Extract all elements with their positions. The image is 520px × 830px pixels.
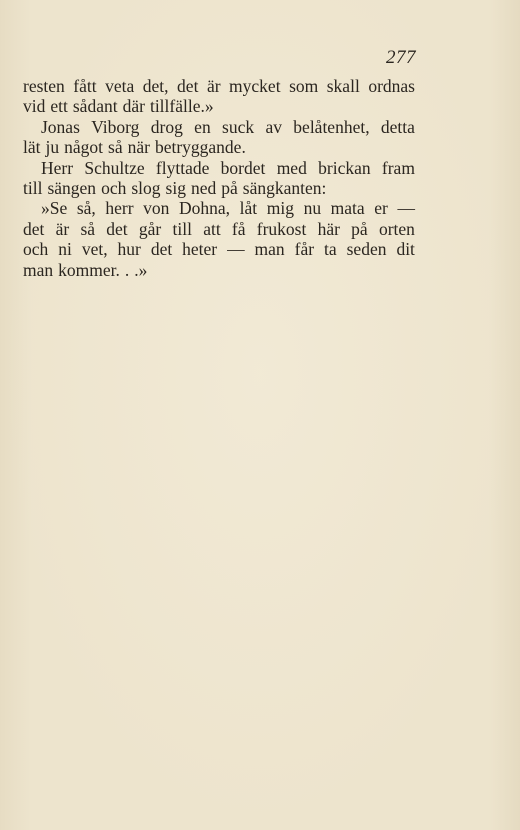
word: så	[108, 137, 123, 158]
word: resten	[23, 76, 65, 96]
word: skall	[326, 76, 360, 96]
word: ned	[190, 177, 217, 198]
word: mig	[266, 198, 294, 219]
word: Jonas	[41, 116, 80, 137]
text-line	[23, 76, 415, 96]
word: sådant	[72, 96, 118, 117]
word: här	[317, 218, 340, 239]
word: dit	[396, 239, 415, 260]
word: .	[124, 259, 130, 280]
word: sängen	[47, 177, 97, 198]
word: ett	[50, 96, 68, 117]
word: »Se	[41, 198, 68, 219]
word: det	[23, 218, 45, 239]
word: slog	[131, 177, 161, 198]
word: mycket	[229, 76, 281, 96]
word: heter	[182, 239, 218, 260]
word: mata	[330, 198, 365, 219]
word: tillfälle.»	[149, 96, 214, 117]
word: det	[150, 239, 173, 260]
word: det,	[142, 76, 169, 96]
word: hur	[117, 239, 141, 260]
word: orten	[378, 218, 415, 239]
word: —	[397, 198, 415, 219]
word: som	[289, 76, 319, 96]
word: er	[374, 198, 388, 219]
word: flyttade	[155, 157, 210, 178]
word: med	[276, 157, 307, 178]
word: är	[206, 76, 221, 96]
text-line	[23, 158, 415, 178]
word: något	[64, 137, 104, 158]
word: får	[294, 239, 315, 260]
word: och	[23, 239, 49, 260]
word: nu	[303, 198, 322, 219]
word: ni	[58, 239, 72, 260]
word: kommer.	[58, 259, 120, 280]
word: det	[106, 218, 128, 239]
text-line	[23, 96, 415, 116]
text-line	[23, 137, 415, 157]
word: lät	[23, 137, 41, 158]
word: Viborg	[91, 116, 140, 137]
word: när	[127, 137, 150, 158]
text-line	[23, 198, 415, 218]
word: frukost	[256, 218, 307, 239]
word: få	[231, 218, 246, 239]
word: bordet	[220, 157, 266, 178]
word: av	[265, 116, 282, 137]
text-line	[23, 239, 415, 259]
word: på	[351, 218, 368, 239]
word: sig	[165, 177, 186, 198]
word: Herr	[41, 157, 74, 178]
word: till	[23, 177, 43, 198]
word: fått	[73, 76, 97, 96]
word: man	[23, 259, 54, 280]
word: vid	[23, 96, 46, 117]
word: brickan	[318, 157, 371, 178]
word: belåtenhet,	[293, 116, 370, 137]
word: och	[101, 177, 127, 198]
word: herr	[105, 198, 134, 219]
text-line	[23, 178, 415, 198]
word: så	[80, 218, 96, 239]
word: till	[172, 218, 192, 239]
body-text	[23, 76, 415, 280]
text-line	[23, 219, 415, 239]
word: ju	[45, 137, 60, 158]
word: så,	[76, 198, 96, 219]
word: där	[122, 96, 145, 117]
page-number: 277	[386, 47, 416, 68]
word: drog	[150, 116, 183, 137]
word: är	[55, 218, 70, 239]
word: en	[194, 116, 211, 137]
word: detta	[380, 116, 415, 137]
word: låt	[239, 198, 258, 219]
word: det	[177, 76, 199, 96]
text-line	[23, 117, 415, 137]
text-line	[23, 260, 415, 280]
word: att	[203, 218, 221, 239]
word: ordnas	[368, 76, 415, 96]
word: von	[143, 198, 170, 219]
word: ta	[324, 239, 337, 260]
word: vet,	[81, 239, 108, 260]
word: seden	[346, 239, 387, 260]
word: veta	[105, 76, 135, 96]
word: på	[221, 177, 238, 198]
word: sängkanten:	[242, 177, 327, 198]
word: går	[138, 218, 162, 239]
word: Dohna,	[179, 198, 231, 219]
word: fram	[381, 157, 415, 178]
word: .»	[134, 259, 148, 280]
word: suck	[222, 116, 255, 137]
word: —	[227, 239, 245, 260]
word: betryggande.	[154, 137, 246, 158]
word: Schultze	[84, 157, 145, 178]
word: man	[254, 239, 285, 260]
